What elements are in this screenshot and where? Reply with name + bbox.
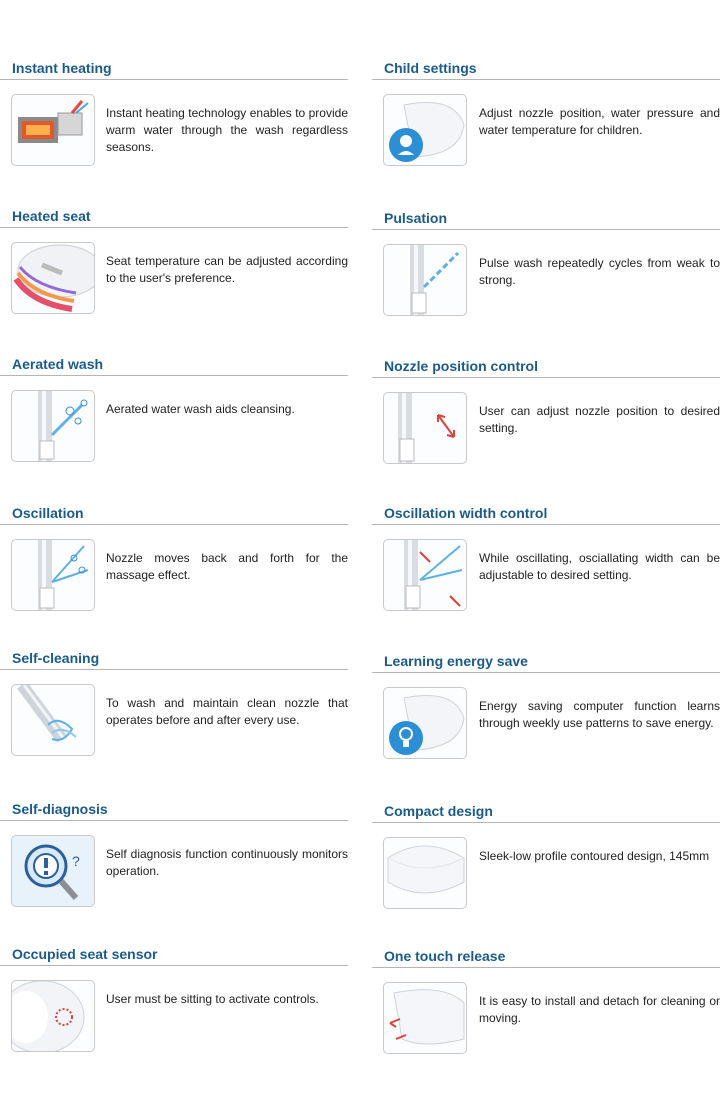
feature-title: Oscillation <box>12 505 84 521</box>
divider <box>0 79 348 80</box>
child-settings-image <box>383 94 467 166</box>
divider <box>372 229 720 230</box>
svg-text:?: ? <box>72 853 80 869</box>
oscillation-width-image <box>383 539 467 611</box>
divider <box>372 524 720 525</box>
feature-title: One touch release <box>384 948 506 964</box>
occupied-seat-image <box>11 980 95 1052</box>
feature-title: Child settings <box>384 60 477 76</box>
feature-description: User must be sitting to activate controls. <box>106 992 319 1006</box>
divider <box>0 375 348 376</box>
divider <box>0 227 348 228</box>
pulsation-image <box>383 244 467 316</box>
nozzle-position-image <box>383 392 467 464</box>
feature-title: Occupied seat sensor <box>12 946 158 962</box>
one-touch-image <box>383 982 467 1054</box>
instant-heating-image <box>11 94 95 166</box>
oscillation-image <box>11 539 95 611</box>
divider <box>372 672 720 673</box>
feature-description: User can adjust nozzle position to desired setting. <box>479 404 720 435</box>
divider <box>372 79 720 80</box>
feature-description: Aerated water wash aids cleansing. <box>106 402 295 416</box>
feature-description: Pulse wash repeatedly cycles from weak to strong. <box>479 256 720 287</box>
feature-description: Self diagnosis function continuously monitors operation. <box>106 847 348 878</box>
feature-description: Adjust nozzle position, water pressure and water temperature for children. <box>479 106 720 137</box>
feature-description: To wash and maintain clean nozzle that operates before and after every use. <box>106 696 348 727</box>
self-cleaning-image <box>11 684 95 756</box>
compact-design-image <box>383 837 467 909</box>
divider <box>372 967 720 968</box>
lightbulb-icon <box>383 687 467 759</box>
feature-title: Learning energy save <box>384 653 528 669</box>
divider <box>0 820 348 821</box>
feature-description: Energy saving computer function learns through weekly use patterns to save energy. <box>479 699 720 730</box>
feature-title: Instant heating <box>12 60 112 76</box>
feature-title: Self-cleaning <box>12 650 100 666</box>
magnifier-icon <box>11 835 95 907</box>
feature-title: Heated seat <box>12 208 91 224</box>
aerated-wash-image <box>11 390 95 462</box>
feature-title: Pulsation <box>384 210 448 226</box>
feature-description: Sleek-low profile contoured design, 145mm <box>479 849 710 863</box>
divider <box>0 524 348 525</box>
feature-description: Nozzle moves back and forth for the massage effect. <box>106 551 348 582</box>
feature-description: Seat temperature can be adjusted according to the user's preference. <box>106 254 348 285</box>
feature-title: Aerated wash <box>12 356 104 372</box>
feature-description: Instant heating technology enables to provide warm water through the wash regardless seasons. <box>106 106 348 154</box>
feature-title: Self-diagnosis <box>12 801 108 817</box>
feature-description: While oscillating, osciallating width can be adjustable to desired setting. <box>479 551 720 582</box>
heated-seat-image <box>11 242 95 314</box>
feature-title: Nozzle position control <box>384 358 538 374</box>
divider <box>0 669 348 670</box>
divider <box>372 822 720 823</box>
feature-title: Oscillation width control <box>384 505 548 521</box>
divider <box>372 377 720 378</box>
divider <box>0 965 348 966</box>
feature-title: Compact design <box>384 803 493 819</box>
feature-description: It is easy to install and detach for cleaning or moving. <box>479 994 720 1025</box>
